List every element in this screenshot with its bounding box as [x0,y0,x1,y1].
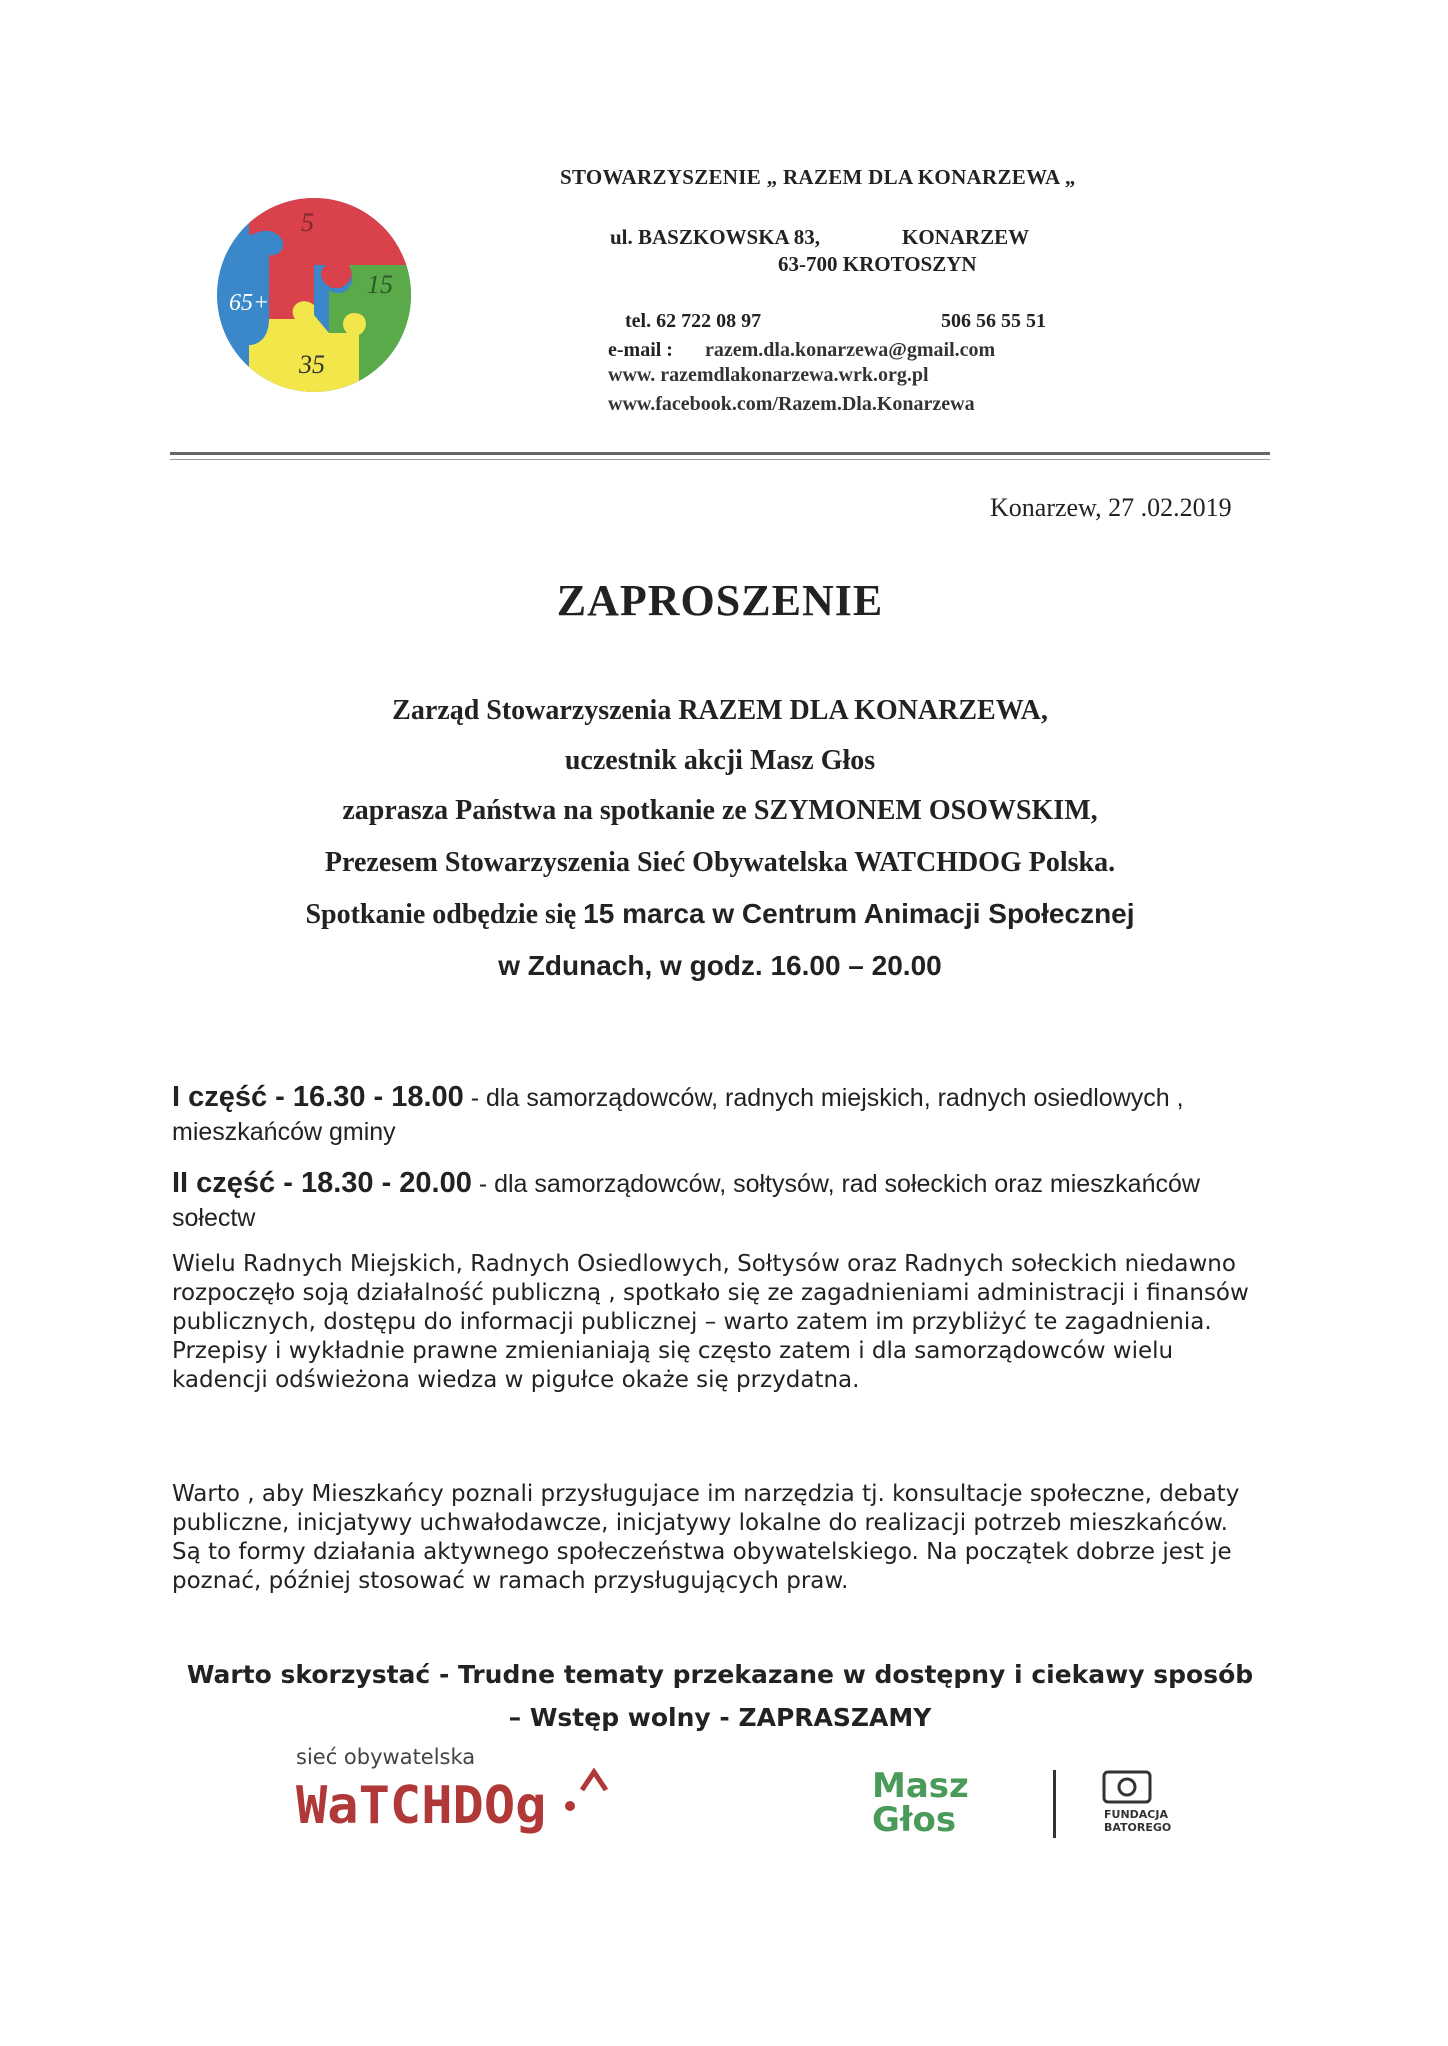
address-city: KONARZEW [902,225,1030,249]
intro-line-1: Zarząd Stowarzyszenia RAZEM DLA KONARZEWA, [392,695,1048,726]
address-street: ul. BASZKOWSKA 83, [610,225,821,249]
batory-logo [1100,1770,1200,1834]
intro-line-6: w Zdunach, w godz. 16.00 – 20.00 [498,950,942,981]
email-label: e-mail : [608,339,673,361]
part-2-text: - dla samorządowców, sołtysów, rad sołeckich oraz mieszkańców sołectw [172,1170,1200,1232]
paragraph-2: Warto , aby Mieszkańcy poznali przysługujace im narzędzia tj. konsultacje społeczne, debaty publiczne, inicjatywy uchwałodawcze, inicjatywy lokalne do realizacji potrzeb mieszkańców. Są to formy działania aktywnego społeczeństwa obywatelskiego. Na początek dobrze jest je poznać, później stosować w ramach przysługujących praw. [172,1481,1240,1594]
part-1 [172,1080,1262,1149]
batory-text-2: BATOREGO [1104,1821,1172,1834]
part-2-label: II część - 18.30 - 20.00 [172,1167,472,1199]
org-name: STOWARZYSZENIE „ RAZEM DLA KONARZEWA „ [560,165,1076,189]
part-2 [172,1166,1262,1235]
phone-mobile: 506 56 55 51 [941,310,1046,332]
intro-line-5-b: 15 marca w Centrum Animacji Społecznej [583,898,1135,929]
masz-logo-word-2: Głos [872,1800,957,1835]
watchdog-tagline: sieć obywatelska [296,1745,476,1769]
batory-text-1: FUNDACJA [1104,1808,1168,1821]
watchdog-dot-icon [565,1801,575,1811]
watchdog-caret-icon [582,1772,606,1790]
batory-frame-icon [1104,1772,1150,1802]
masz-glos-logo [870,1765,1020,1835]
intro-line-5 [0,898,1440,931]
phone: tel. 62 722 08 97 [625,310,762,332]
website-link[interactable]: www. razemdlakonarzewa.wrk.org.pl [608,364,929,386]
page-title: ZAPROSZENIE [556,576,884,625]
batory-circle-icon [1119,1779,1135,1795]
part-1-label: I część - 16.30 - 18.00 [172,1081,464,1113]
intro-line-5-a: Spotkanie odbędzie się [305,899,584,930]
logo-number-35: 35 [299,350,325,379]
paragraph-1: Wielu Radnych Miejskich, Radnych Osiedlowych, Sołtysów oraz Radnych sołeckich niedawno rozpoczęło soją działalność publiczną , spotkało się ze zagadnieniami administracji i finansów publicznych, dostępu do informacji publicznej – warto zatem im przybliżyć te zagadnienia. Przepisy i wykładnie prawne zmienianiają się często zatem i dla samorządowców wielu kadencji odświeżona wiedza w pigułce okaże się przydatna. [172,1251,1249,1393]
logo-number-15: 15 [367,270,393,299]
letter-date: Konarzew, 27 .02.2019 [990,493,1232,522]
logo-separator [1053,1770,1056,1838]
email-link[interactable]: razem.dla.konarzewa@gmail.com [705,339,996,361]
intro-line-3: zaprasza Państwa na spotkanie ze SZYMONEM OSOWSKIM, [342,795,1098,826]
address-postal: 63-700 KROTOSZYN [778,252,977,276]
logo-number-5: 5 [301,208,314,237]
watchdog-logo-text: WaTCHDOg [296,1776,547,1836]
part-1-text: - dla samorządowców, radnych miejskich, radnych osiedlowych , mieszkańców gminy [172,1084,1184,1146]
facebook-link[interactable]: www.facebook.com/Razem.Dla.Konarzewa [608,393,975,415]
masz-logo-word-1: Masz [872,1766,969,1806]
logo-number-65: 65+ [229,290,270,316]
association-logo [209,195,419,395]
watchdog-logo [294,1768,624,1838]
header-divider [170,452,1270,460]
intro-line-4: Prezesem Stowarzyszenia Sieć Obywatelska WATCHDOG Polska. [324,847,1116,878]
closing-line-2: – Wstęp wolny - ZAPRASZAMY [508,1703,932,1732]
closing-line-1: Warto skorzystać - Trudne tematy przekazane w dostępny i ciekawy sposób [186,1660,1254,1689]
intro-line-2: uczestnik akcji Masz Głos [564,745,876,776]
